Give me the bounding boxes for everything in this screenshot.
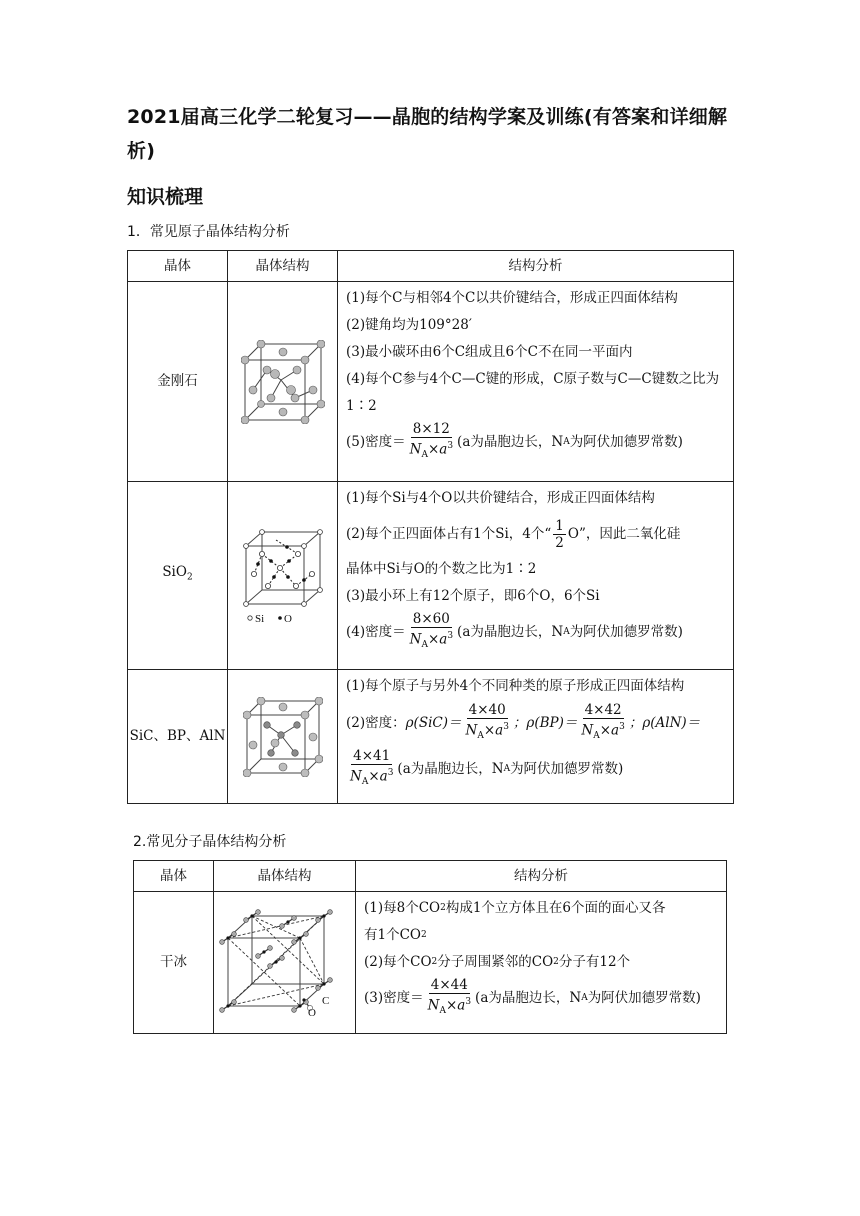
density-fraction-sic: $\frac{4\times 40}{N_A\times a^3}$	[465, 701, 509, 742]
crystal-name: 金刚石	[128, 282, 228, 482]
analysis-line: 有1个CO 2	[364, 927, 427, 943]
analysis-line: (1)每个Si与4个O以共价键结合，形成正四面体结构	[346, 490, 655, 506]
svg-text:O: O	[283, 612, 292, 624]
analysis-line: (1)每个C与相邻4个C以共价键结合，形成正四面体结构	[346, 290, 678, 306]
table-row-diamond	[128, 282, 734, 482]
header-structure: 晶体结构	[228, 251, 338, 282]
molecular-crystal-table	[133, 860, 727, 1034]
analysis-line: (1)每个原子与另外4个不同种类的原子形成正四面体结构	[346, 678, 685, 694]
analysis-line: (3)最小碳环由6个C组成且6个C不在同一平面内	[346, 344, 633, 360]
document-title: 2021届高三化学二轮复习——晶胞的结构学案及训练(有答案和详细解析)	[127, 106, 728, 162]
sic-cell-icon	[243, 697, 323, 777]
analysis-line: (1)每8个CO 2 构成1个立方体且在6个面的面心又各	[364, 900, 666, 916]
analysis-line: (2)每个正四面体占有1个Si，4个“ $\frac{1}{2}$ O”，因此二氧化硅	[346, 517, 681, 551]
density-formula: (5)密度＝ $\frac{8\times 12}{N_A\times a^3}$ (a为晶胞边长，N A 为阿伏加德罗常数)	[346, 420, 727, 464]
crystal-name: SiO$_2$	[128, 482, 228, 670]
analysis-cell	[338, 482, 734, 670]
analysis-line: (2)每个CO 2 分子周围紧邻的CO 2 分子有12个	[364, 954, 631, 970]
density-fraction: $\frac{8\times 60}{N_A\times a^3}$	[409, 610, 454, 651]
analysis-line: (3)最小环上有12个原子，即6个O，6个Si	[346, 588, 600, 604]
diamond-cell-icon	[241, 340, 325, 424]
silica-cell-icon	[240, 528, 326, 624]
analysis-cell	[338, 670, 734, 804]
analysis-line: 晶体中Si与O的个数之比为1∶2	[346, 561, 537, 577]
header-structure: 晶体结构	[214, 861, 356, 892]
svg-text:O: O	[307, 1006, 316, 1018]
density-fraction-bp: $\frac{4\times 42}{N_A\times a^3}$	[581, 701, 625, 742]
dry-ice-cell-icon	[218, 908, 352, 1018]
svg-text:C: C	[321, 994, 329, 1007]
table-row-dry-ice	[134, 892, 727, 1034]
table-header-row	[128, 251, 734, 282]
table-header-row	[134, 861, 727, 892]
density-fraction: $\frac{8\times 12}{N_A\times a^3}$	[409, 420, 454, 461]
density-formula: $\frac{4\times 41}{N_A\times a^3}$ (a为晶胞边长，N A 为阿伏加德罗常数)	[346, 746, 727, 792]
header-crystal: 晶体	[128, 251, 228, 282]
table2-heading: 2.常见分子晶体结构分析	[133, 834, 287, 850]
table-row-sio2	[128, 482, 734, 670]
svg-text:Si: Si	[254, 612, 264, 624]
table1-heading: 1．常见原子晶体结构分析	[127, 224, 290, 240]
density-fraction: $\frac{4\times 44}{N_A\times a^3}$	[427, 976, 472, 1017]
analysis-line: (4)每个C参与4个C—C键的形成，C原子数与C—C键数之比为1∶2	[346, 371, 720, 414]
density-formula: (2)密度： ρ(SiC)＝ $\frac{4\times 40}{N_A\times a^3}$ ；ρ(BP)＝ $\frac{4\times 42}{N_A\times a^3}$ ；ρ(AlN)＝	[346, 700, 727, 746]
analysis-cell	[338, 282, 734, 482]
table-row-sic	[128, 670, 734, 804]
section-heading: 知识梳理	[127, 186, 204, 208]
density-formula: (3)密度＝ $\frac{4\times 44}{N_A\times a^3}$ (a为晶胞边长，N A 为阿伏加德罗常数)	[364, 976, 720, 1020]
crystal-name: SiC、BP、AlN	[128, 670, 228, 804]
analysis-line: (2)键角均为109°28′	[346, 317, 472, 333]
density-fraction-aln: $\frac{4\times 41}{N_A\times a^3}$	[350, 747, 394, 788]
crystal-name: 干冰	[134, 892, 214, 1034]
header-analysis: 结构分析	[338, 251, 734, 282]
header-analysis: 结构分析	[356, 861, 727, 892]
header-crystal: 晶体	[134, 861, 214, 892]
atomic-crystal-table	[127, 250, 734, 804]
density-formula: (4)密度＝ $\frac{8\times 60}{N_A\times a^3}$ (a为晶胞边长，N A 为阿伏加德罗常数)	[346, 610, 727, 654]
analysis-cell	[356, 892, 727, 1034]
